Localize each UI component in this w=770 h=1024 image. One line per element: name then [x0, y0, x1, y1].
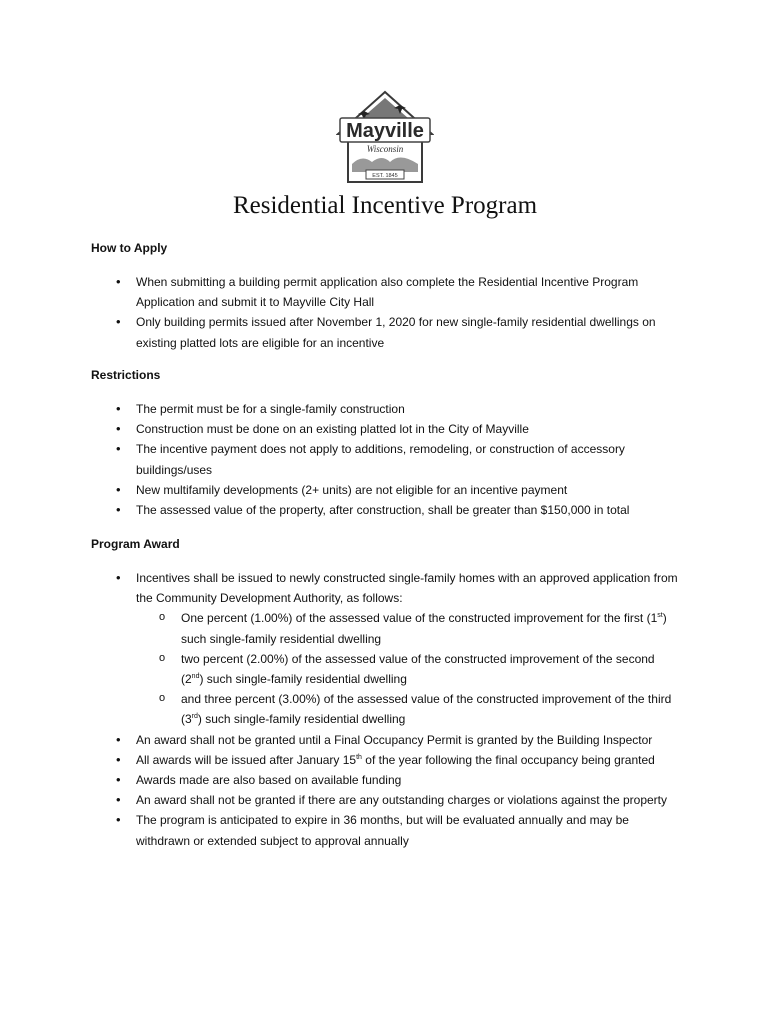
- list-item: • The incentive payment does not apply to additions, remodeling, or construction of accessory buildings/uses: [0, 439, 770, 479]
- section-heading-how-to-apply: How to Apply: [91, 241, 168, 255]
- sub-list-item: [0, 649, 770, 689]
- list-item: • Construction must be done on an existing platted lot in the City of Mayville: [0, 419, 770, 439]
- logo-est-text: EST. 1845: [372, 173, 398, 179]
- ordinal-sup: nd: [191, 673, 200, 681]
- list-item: • The program is anticipated to expire in 36 months, but will be evaluated annually and may be withdrawn or extended subject to approval annually: [0, 810, 770, 850]
- sub-item-text: two percent (2.00%) of the assessed value of the constructed improvement of the second (2: [181, 651, 655, 687]
- list-item: • New multifamily developments (2+ units) are not eligible for an incentive payment: [0, 480, 770, 500]
- list-item: • The assessed value of the property, after construction, shall be greater than $150,000 in total: [0, 500, 770, 520]
- sub-item-text: ) such single-family residential dwelling: [197, 712, 406, 727]
- mayville-logo: [336, 90, 434, 186]
- list-item: • An award shall not be granted if there are any outstanding charges or violations against the property: [0, 790, 770, 810]
- ordinal-sup: th: [356, 753, 362, 761]
- section-heading-restrictions: Restrictions: [91, 368, 161, 382]
- sub-item-text: and three percent (3.00%) of the assessed value of the constructed improvement of the third (3: [181, 692, 672, 727]
- logo-name-text: Mayville: [346, 120, 424, 142]
- ordinal-sup: st: [657, 612, 663, 620]
- section-heading-program-award: Program Award: [91, 537, 180, 551]
- list-item: • Only building permits issued after November 1, 2020 for new single-family residential dwellings on existing platted lots are eligible for an incentive: [0, 312, 770, 352]
- ordinal-sup: rd: [191, 713, 198, 721]
- list-item: [0, 750, 770, 770]
- how-to-apply-list: [0, 272, 770, 353]
- restrictions-list: [0, 399, 770, 520]
- list-item: • The permit must be for a single-family construction: [0, 399, 770, 419]
- page-title: Residential Incentive Program: [232, 192, 538, 219]
- program-award-list: [0, 568, 770, 851]
- sub-item-text: One percent (1.00%) of the assessed value of the constructed improvement for the first (1: [181, 611, 658, 626]
- list-item: • When submitting a building permit application also complete the Residential Incentive Program Application and submit it to Mayville City Hall: [0, 272, 770, 312]
- list-item: • Incentives shall be issued to newly constructed single-family homes with an approved application from the Community Development Authority, as follows:: [0, 568, 770, 608]
- sub-item-text: ) such single-family residential dwelling: [199, 672, 407, 687]
- logo-subtitle-text: Wisconsin: [366, 144, 404, 154]
- list-item: • An award shall not be granted until a Final Occupancy Permit is granted by the Building Inspector: [0, 730, 770, 750]
- sub-list-item: [0, 689, 770, 729]
- list-item: • Awards made are also based on available funding: [0, 770, 770, 790]
- sub-item-text: ) such single-family residential dwelling: [181, 611, 667, 646]
- item-text: All awards will be issued after January 15: [136, 752, 357, 767]
- sub-list-item: [0, 608, 770, 648]
- item-text: of the year following the final occupancy being granted: [361, 752, 655, 767]
